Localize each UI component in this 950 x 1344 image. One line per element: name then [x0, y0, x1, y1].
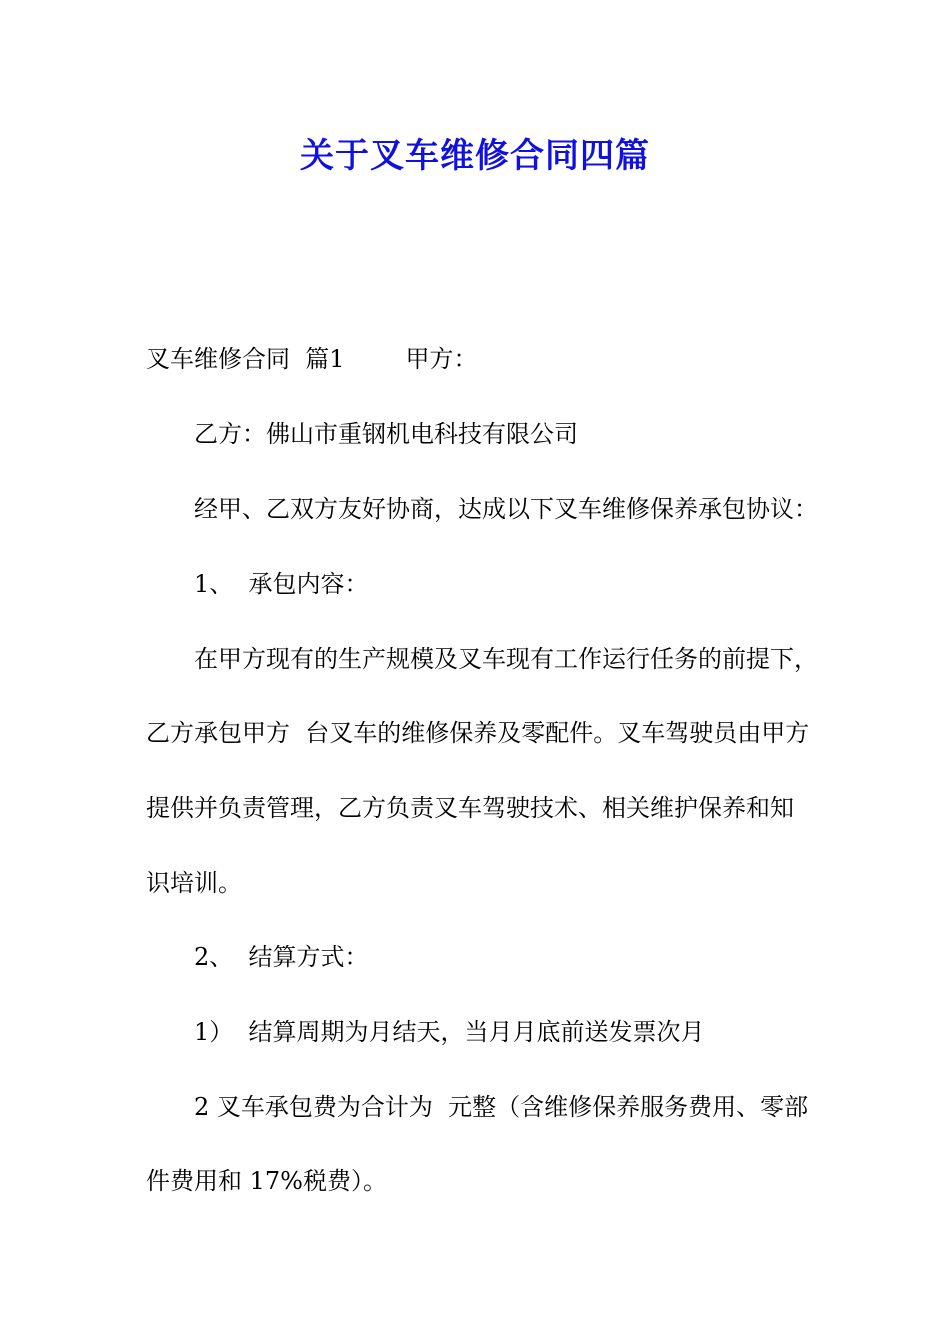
- paragraph-line: 1） 结算周期为月结天，当月月底前送发票次月: [194, 1018, 705, 1046]
- paragraph-line: 在甲方现有的生产规模及叉车现有工作运行任务的前提下，: [194, 645, 818, 673]
- paragraph-line: 提供并负责管理，乙方负责叉车驾驶技术、相关维护保养和知: [146, 794, 794, 822]
- paragraph-line: 2 叉车承包费为合计为 元整（含维修保养服务费用、零部: [194, 1093, 809, 1121]
- contract-heading-line: 叉车维修合同 篇1 甲方：: [146, 345, 478, 373]
- paragraph-line: 识培训。: [146, 869, 242, 897]
- document-title: 关于叉车维修合同四篇: [300, 136, 650, 176]
- section-2-heading: 2、 结算方式：: [194, 943, 369, 971]
- paragraph-line: 件费用和 17%税费）。: [146, 1167, 387, 1195]
- party-b-line: 乙方：佛山市重钢机电科技有限公司: [194, 420, 578, 448]
- paragraph-line: 乙方承包甲方 台叉车的维修保养及零配件。叉车驾驶员由甲方: [146, 719, 810, 747]
- agreement-intro-line: 经甲、乙双方友好协商，达成以下叉车维修保养承包协议：: [194, 495, 818, 523]
- section-1-heading: 1、 承包内容：: [194, 570, 369, 598]
